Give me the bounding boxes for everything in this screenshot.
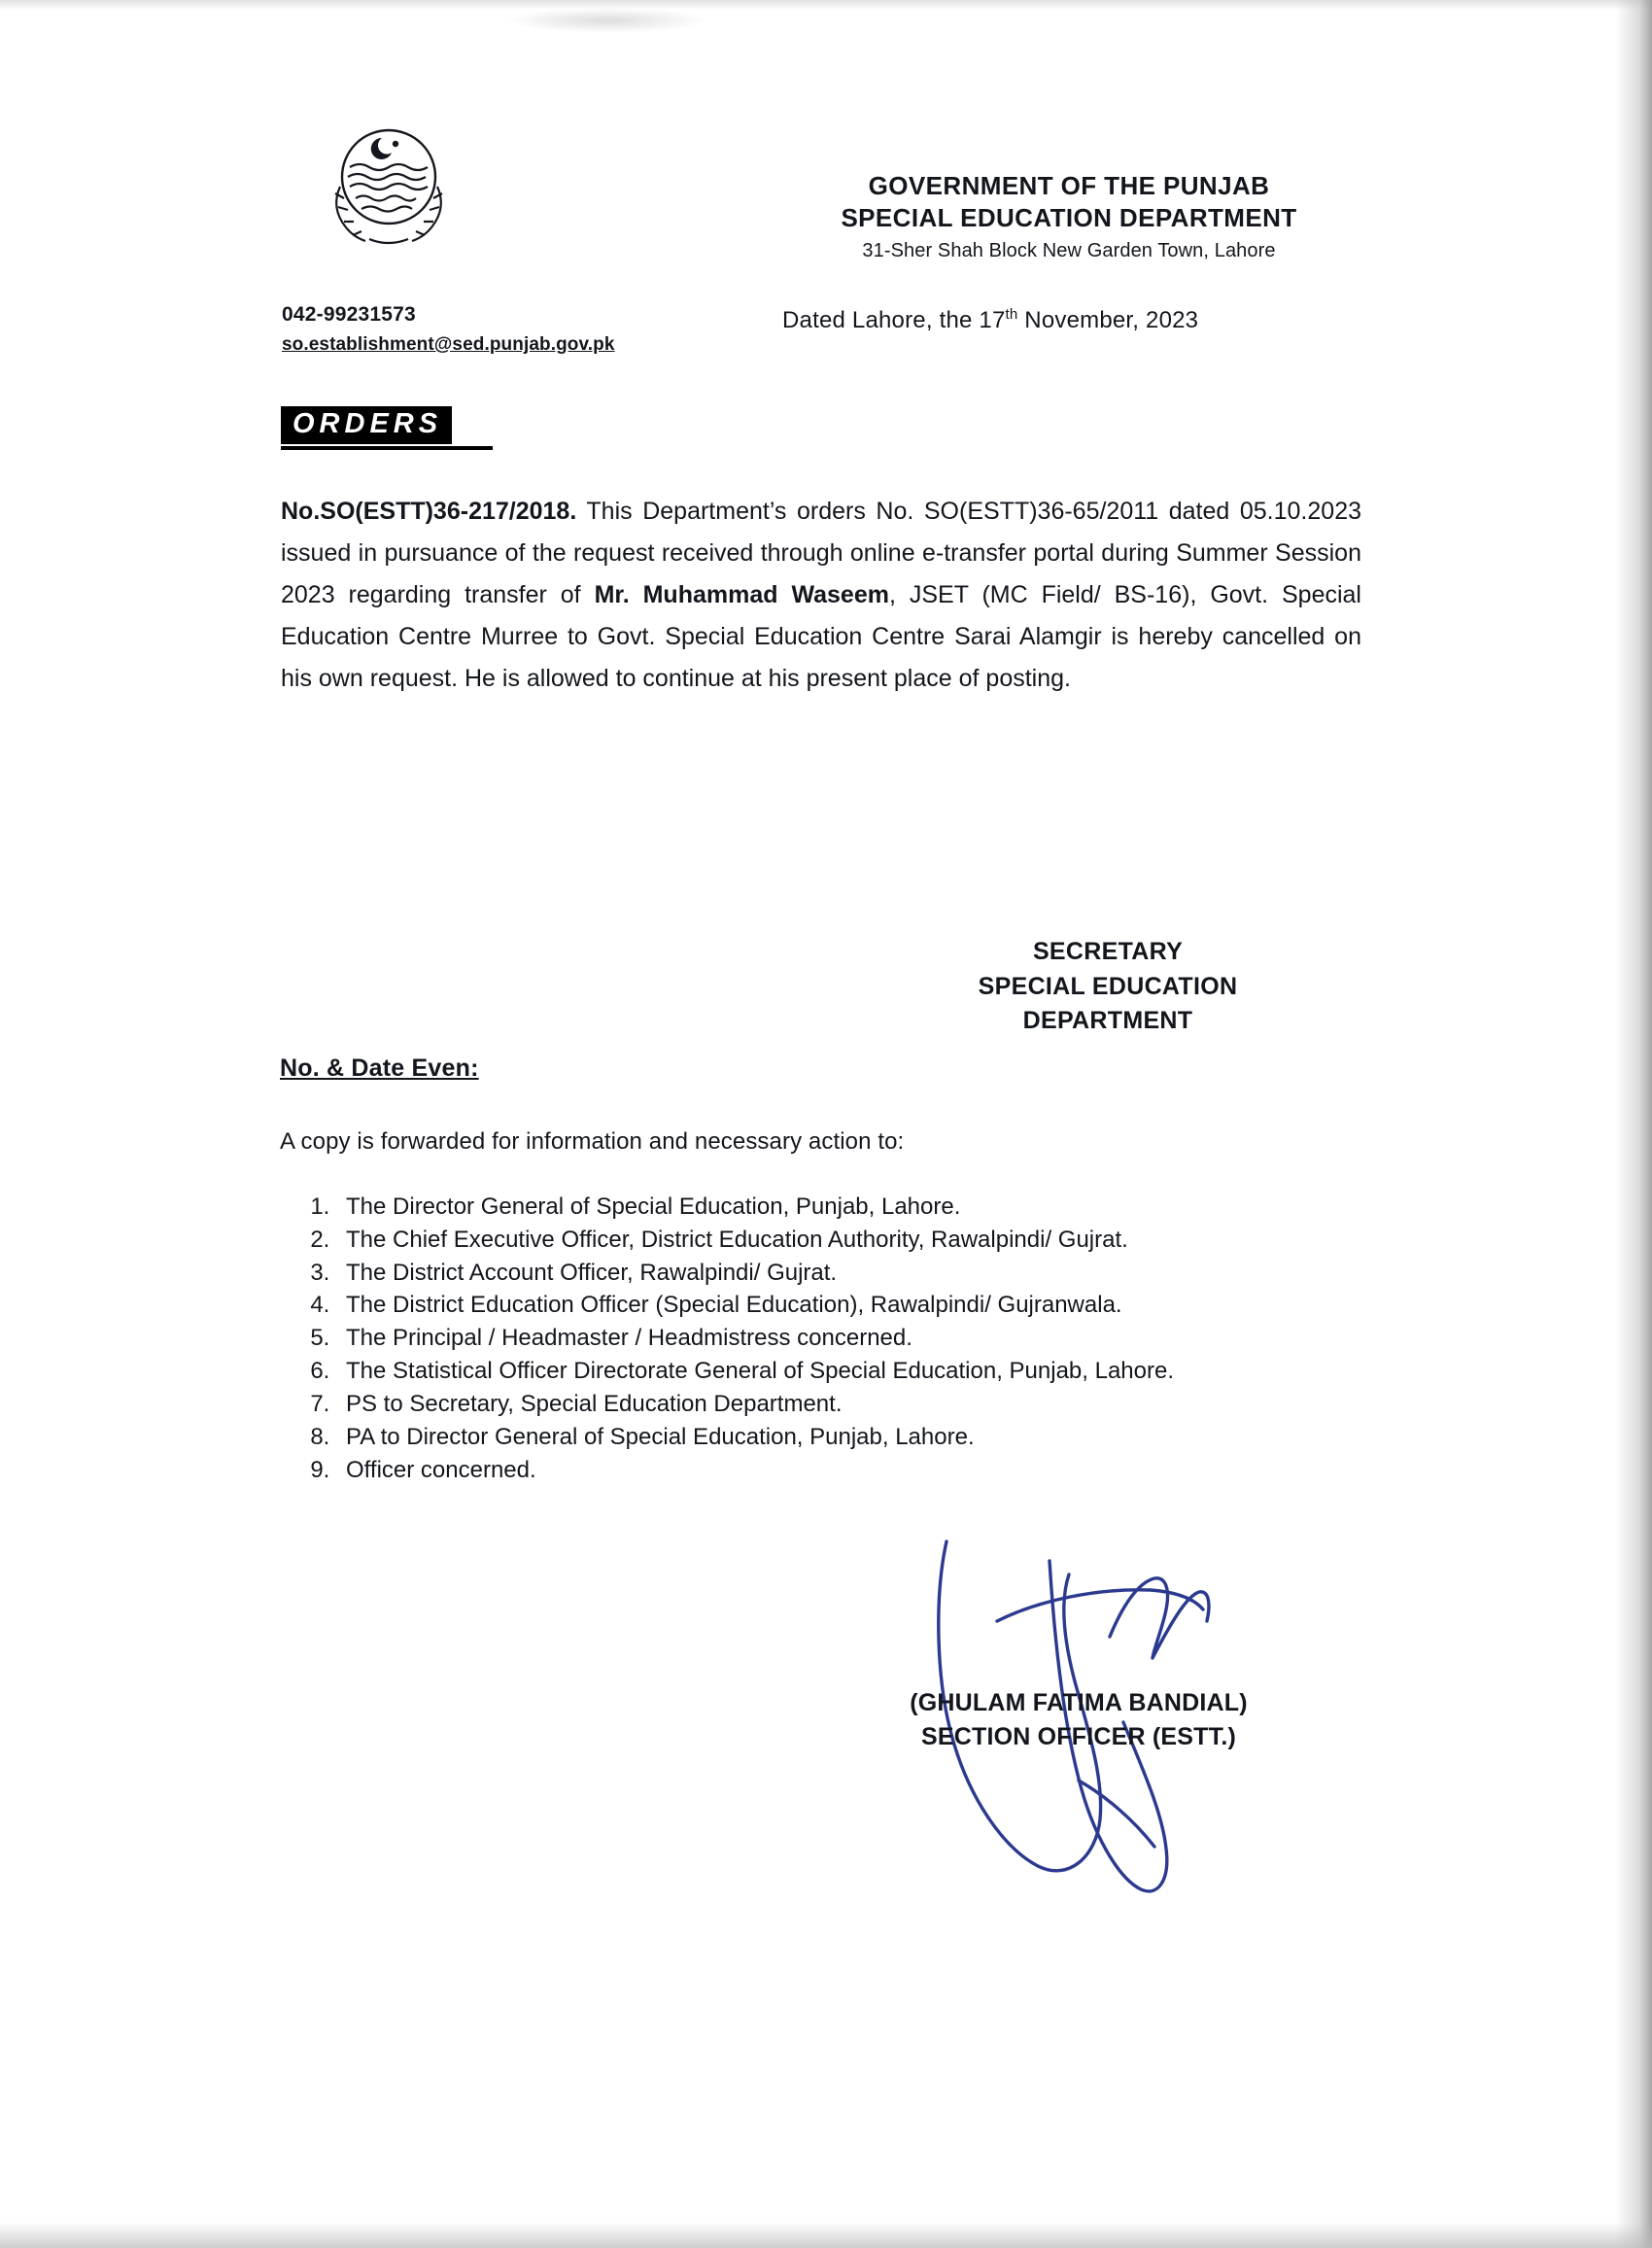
government-title: GOVERNMENT OF THE PUNJAB bbox=[868, 171, 1270, 200]
department-address: 31-Sher Shah Block New Garden Town, Lahore bbox=[862, 239, 1276, 261]
list-item: 6. The Statistical Officer Directorate General of Special Education, Punjab, Lahore. bbox=[336, 1355, 1425, 1388]
dated-prefix: Dated Lahore, the 17 bbox=[782, 307, 1006, 333]
list-item: 9. Officer concerned. bbox=[336, 1454, 1425, 1487]
contact-block bbox=[282, 303, 700, 356]
scan-edge-top bbox=[0, 0, 1652, 10]
title-underline bbox=[281, 446, 493, 450]
scan-edge-bottom bbox=[0, 2223, 1652, 2248]
punjab-government-emblem bbox=[301, 117, 476, 253]
list-item: 5. The Principal / Headmaster / Headmistress concerned. bbox=[336, 1322, 1425, 1355]
list-item: 7. PS to Secretary, Special Education Department. bbox=[336, 1388, 1425, 1421]
list-item: 2. The Chief Executive Officer, District Education Authority, Rawalpindi/ Gujrat. bbox=[336, 1224, 1425, 1257]
dated-line bbox=[782, 306, 1198, 334]
endorsement-copy-line: A copy is forwarded for information and necessary action to: bbox=[280, 1128, 905, 1155]
phone-number: 042-99231573 bbox=[282, 303, 416, 326]
list-item: 4. The District Education Officer (Special Education), Rawalpindi/ Gujranwala. bbox=[336, 1289, 1425, 1322]
department-title: SPECIAL EDUCATION DEPARTMENT bbox=[841, 203, 1297, 233]
dated-suffix: November, 2023 bbox=[1017, 307, 1199, 333]
scan-edge-right bbox=[1615, 0, 1652, 2248]
signatory-designation: SECTION OFFICER (ESTT.) bbox=[920, 1723, 1237, 1750]
body-text-1: This Department’s orders No. SO(ESTT)36-65/2011 dated 05.10.2023 issued in pursuance of the request received through online e-transfer portal during Summer Session 2023 regarding transfer of bbox=[281, 498, 1361, 608]
dated-superscript: th bbox=[1005, 306, 1018, 323]
endorsement-heading: No. & Date Even: bbox=[280, 1055, 479, 1082]
order-body bbox=[281, 491, 1361, 700]
orders-title-wrap bbox=[281, 406, 493, 450]
page-title: ORDERS bbox=[281, 406, 452, 444]
email-address[interactable]: so.establishment@sed.punjab.gov.pk bbox=[282, 334, 615, 355]
signatory-block bbox=[797, 1686, 1360, 1754]
distribution-list bbox=[292, 1191, 1425, 1486]
reference-number: No.SO(ESTT)36-217/2018. bbox=[281, 498, 577, 525]
scan-artifact bbox=[505, 8, 709, 33]
secretary-line-2: SPECIAL EDUCATION bbox=[978, 972, 1238, 1000]
list-item: 1. The Director General of Special Education, Punjab, Lahore. bbox=[336, 1191, 1425, 1224]
list-item: 3. The District Account Officer, Rawalpindi/ Gujrat. bbox=[336, 1257, 1425, 1290]
signatory-name: (GHULAM FATIMA BANDIAL) bbox=[910, 1689, 1248, 1716]
secretary-line-3: DEPARTMENT bbox=[1022, 1007, 1193, 1034]
document-header bbox=[680, 170, 1458, 262]
body-text-2: , JSET (MC Field/ BS-16), Govt. Special Education Centre Murree to Govt. Special Education Centre Sarai Alamgir is hereby cancelled on his own request. He is allowed to continue at his present place of posting. bbox=[281, 581, 1361, 692]
officer-name: Mr. Muhammad Waseem bbox=[594, 581, 889, 608]
secretary-signature-block bbox=[855, 935, 1360, 1039]
list-item: 8. PA to Director General of Special Education, Punjab, Lahore. bbox=[336, 1421, 1425, 1454]
secretary-line-1: SECRETARY bbox=[1032, 938, 1184, 965]
